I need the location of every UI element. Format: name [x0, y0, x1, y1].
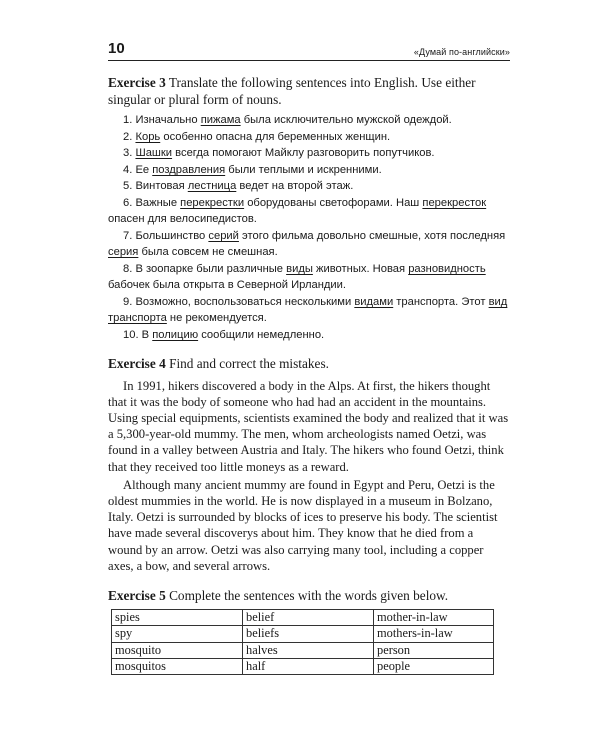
sentence-text: не рекомендуется. [166, 312, 267, 325]
exercise-4-instruction: Find and correct the mistakes. [169, 356, 329, 372]
exercise-5 [108, 587, 510, 675]
underlined-word: лестница [187, 180, 237, 193]
sentence-text: опасен для велосипедистов. [108, 213, 257, 226]
table-cell: mothers-in-law [374, 626, 494, 642]
sentence-text: 3. [123, 147, 136, 160]
word-table [111, 609, 494, 675]
sentence-text: были теплыми и искренними. [225, 163, 382, 176]
sentence-item [108, 178, 510, 195]
sentence-item [108, 261, 510, 294]
sentence-text: 2. [123, 130, 136, 143]
exercise-3-heading [108, 74, 510, 108]
sentence-text: животных. Новая [312, 262, 409, 275]
sentence-text: была совсем не смешная. [138, 246, 278, 259]
sentence-item [108, 327, 510, 344]
sentence-text: ведет на второй этаж. [236, 180, 354, 193]
exercise-4-heading [108, 355, 510, 372]
exercise-4-paragraph-1: In 1991, hikers discovered a body in the Alps. At first, the hikers thought that it was the body of someone who had had an accident in the mountains. Using special equipments, scientists examined the body and realized that it was a 5,300-year-old mummy. The men, whom archeologists named Oetzi, was found in a valley between Austria and Italy. The hikers who found Oetzi, think that they received too little moneys as a reward. [108, 378, 509, 474]
sentence-text: сообщили немедленно. [198, 328, 325, 341]
table-cell: spy [112, 626, 243, 642]
exercise-4-paragraph-2: Although many ancient mummy are found in Egypt and Peru, Oetzi is the oldest mummies in the world. He is now displayed in a museum in Bolzano, Italy. Oetzi is surrounded by blocks of ices to preserve his body. The scientist have made several discoverys about him. They know that he died from a wound by an arrow. Oetzi was also carrying many tool, including a copper axes, a bow, and several arrows. [108, 477, 498, 573]
exercise-4-text [108, 378, 510, 574]
sentence-text: 9. Возможно, воспользоваться несколькими [123, 295, 355, 308]
underlined-word: перекрестки [180, 196, 245, 209]
sentence-text: 6. Важные [123, 196, 181, 209]
sentence-item [108, 145, 510, 162]
sentence-item [108, 162, 510, 179]
sentence-text: 1. Изначально [123, 114, 201, 127]
exercise-5-label: Exercise 5 [108, 588, 166, 604]
sentence-text: 8. В зоопарке были различные [123, 262, 287, 275]
table-row [112, 658, 494, 674]
running-title: «Думай по-английски» [413, 47, 510, 57]
table-cell: person [374, 642, 494, 658]
table-cell: mother-in-law [374, 610, 494, 626]
table-cell: half [243, 658, 374, 674]
exercise-5-instruction: Complete the sentences with the words given below. [169, 588, 449, 604]
underlined-word: поздравления [152, 163, 226, 176]
table-cell: belief [243, 610, 374, 626]
table-row [112, 626, 494, 642]
sentence-text: этого фильма довольно смешные, хотя последняя [238, 229, 506, 242]
exercise-4-label: Exercise 4 [108, 356, 166, 372]
sentence-text: 10. В [123, 328, 153, 341]
sentence-item [108, 228, 510, 261]
table-cell: mosquitos [112, 658, 243, 674]
underlined-word: пижама [200, 114, 241, 127]
underlined-word: виды [286, 262, 313, 275]
page-header [108, 40, 510, 61]
table-cell: beliefs [243, 626, 374, 642]
sentence-item [108, 195, 510, 228]
sentence-item [108, 129, 510, 146]
sentence-item [108, 294, 510, 327]
sentence-text: 5. Винтовая [123, 180, 188, 193]
sentence-text: всегда помогают Майклу разговорить попутчиков. [172, 147, 435, 160]
underlined-word: полицию [152, 328, 199, 341]
exercise-4 [108, 355, 510, 574]
exercise-3-label: Exercise 3 [108, 75, 166, 90]
sentence-text: транспорта. Этот [393, 295, 489, 308]
table-row [112, 642, 494, 658]
exercise-3-sentence-list [108, 112, 510, 343]
exercise-3 [108, 74, 510, 343]
underlined-word: перекресток [422, 196, 487, 209]
exercise-5-heading [108, 587, 510, 604]
sentence-item [108, 112, 510, 129]
table-cell: spies [112, 610, 243, 626]
table-cell: mosquito [112, 642, 243, 658]
page-number: 10 [108, 40, 125, 57]
exercise-3-instruction: Translate the following sentences into English. Use either singular or plural form of nouns. [108, 75, 476, 108]
underlined-word: вид транспорта [108, 295, 508, 325]
sentence-text: 7. Большинство [123, 229, 209, 242]
underlined-word: серий [208, 229, 239, 242]
book-page [108, 40, 510, 675]
sentence-text: была исключительно мужской одеждой. [240, 114, 452, 127]
table-cell: people [374, 658, 494, 674]
underlined-word: видами [354, 295, 394, 308]
table-cell: halves [243, 642, 374, 658]
sentence-text: особенно опасна для беременных женщин. [160, 130, 391, 143]
sentence-text: 4. Ее [123, 163, 153, 176]
underlined-word: Шашки [135, 147, 173, 160]
underlined-word: Корь [135, 130, 161, 143]
underlined-word: серия [108, 246, 139, 259]
table-row [112, 610, 494, 626]
underlined-word: разновидность [408, 262, 486, 275]
sentence-text: бабочек была открыта в Северной Ирландии. [108, 279, 347, 292]
sentence-text: оборудованы светофорами. Наш [244, 196, 423, 209]
